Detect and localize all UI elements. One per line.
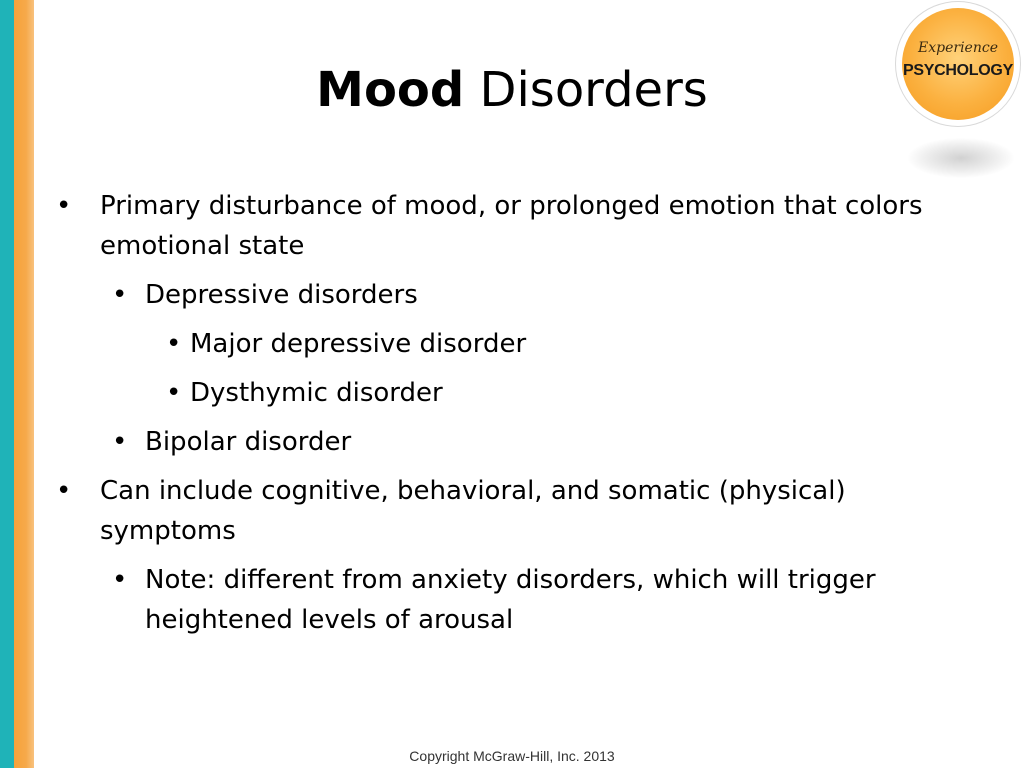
- logo-shadow: [908, 138, 1014, 178]
- bullet-dot: •: [112, 280, 128, 310]
- bullet-list: [56, 186, 956, 649]
- copyright-footer: Copyright McGraw-Hill, Inc. 2013: [409, 748, 615, 764]
- bullet-text: Can include cognitive, behavioral, and somatic (physical) symptoms: [100, 476, 846, 546]
- logo-word-text: PSYCHOLOGY: [903, 62, 1013, 79]
- bullet-item: [56, 422, 956, 462]
- title-bold-word: Mood: [316, 62, 465, 118]
- logo-orange-disc: [902, 8, 1014, 120]
- experience-psychology-logo: [896, 2, 1020, 126]
- bullet-item: [56, 373, 956, 413]
- bullet-item: [56, 186, 956, 266]
- bullet-text: Note: different from anxiety disorders, which will trigger heightened levels of arousal: [145, 565, 876, 635]
- bullet-dot: •: [166, 329, 182, 359]
- slide-title: [0, 62, 1024, 120]
- bullet-dot: •: [56, 476, 72, 506]
- bullet-item: [56, 275, 956, 315]
- bullet-dot: •: [56, 191, 72, 221]
- bullet-dot: •: [112, 565, 128, 595]
- bullet-dot: •: [112, 427, 128, 457]
- bullet-text: Bipolar disorder: [145, 427, 352, 457]
- bullet-dot: •: [166, 378, 182, 408]
- bullet-item: [56, 471, 956, 551]
- bullet-text: Primary disturbance of mood, or prolonged emotion that colors emotional state: [100, 191, 923, 261]
- bullet-text: Major depressive disorder: [190, 329, 527, 359]
- title-rest: Disorders: [464, 62, 708, 118]
- bullet-text: Depressive disorders: [145, 280, 418, 310]
- bullet-text: Dysthymic disorder: [190, 378, 443, 408]
- bullet-item: [56, 560, 956, 640]
- bullet-item: [56, 324, 956, 364]
- logo-script-text: Experience: [918, 40, 998, 56]
